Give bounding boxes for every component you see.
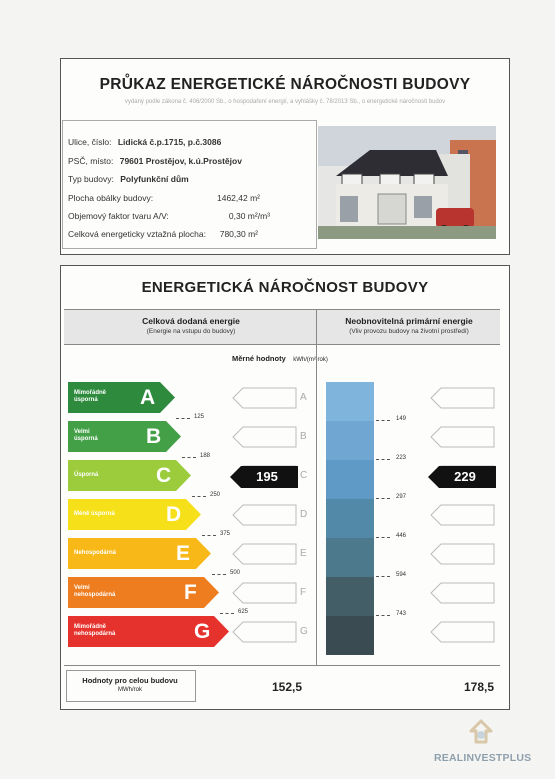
right-tick-label: 223 [396, 455, 407, 461]
footer-right-value: 178,5 [463, 680, 494, 694]
left-tick-label: 250 [210, 492, 221, 498]
left-scale-outline-d [232, 504, 298, 526]
street-label: Ulice, číslo: [68, 137, 112, 147]
left-column-header: Celková dodaná energie [142, 316, 240, 326]
type-value: Polyfunkční dům [120, 174, 189, 184]
brand-logo-icon [466, 718, 496, 748]
units-label: Měrné hodnoty [232, 354, 286, 363]
floor-value: 780,30 m² [219, 229, 258, 239]
left-tick-line [192, 496, 206, 497]
primary-energy-block-b [326, 421, 374, 460]
class-letter-c: C [156, 464, 172, 487]
left-tick-line [176, 418, 190, 419]
left-scale-outline-g [232, 621, 298, 643]
right-column-subheader: (Vliv provozu budovy na životní prostředí) [349, 328, 469, 335]
floor-label: Celková energeticky vztažná plocha: [68, 229, 206, 239]
units-value: kWh/(m² rok) [293, 357, 328, 363]
right-tick-label: 297 [396, 494, 407, 500]
left-tick-label: 125 [194, 414, 205, 420]
left-scale-outline-a [232, 387, 298, 409]
right-tick-label: 149 [396, 416, 407, 422]
left-scale-letter-g: G [300, 626, 308, 637]
class-letter-e: E [176, 542, 191, 565]
primary-energy-block-d [326, 499, 374, 538]
right-value: 229 [454, 469, 476, 484]
area-label: Plocha obálky budovy: [68, 193, 154, 203]
right-tick-label: 594 [396, 572, 407, 578]
factor-value: 0,30 m²/m³ [228, 211, 270, 221]
left-tick-line [220, 613, 234, 614]
left-column-subheader: (Energie na vstupu do budovy) [146, 328, 236, 335]
right-column-header: Neobnovitelná primární energie [345, 316, 473, 326]
street-row [68, 137, 221, 147]
class-label-d: Méně úsporná [74, 511, 115, 517]
footer-label-box [66, 670, 196, 702]
class-label-g: Mimořádně nehospodárná [74, 624, 116, 637]
left-scale-letter-d: D [300, 509, 308, 520]
left-scale-outline-b [232, 426, 298, 448]
psc-label: PSČ, místo: [68, 156, 114, 166]
right-tick-label: 446 [396, 533, 407, 539]
primary-energy-block-e [326, 538, 374, 577]
column-header-box [64, 309, 500, 345]
right-scale-outline-g [430, 621, 496, 643]
class-label-b: Velmi úsporná [74, 429, 98, 442]
right-tick-line [376, 615, 390, 616]
class-letter-g: G [194, 620, 211, 643]
street-value: Lidická č.p.1715, p.č.3086 [117, 137, 222, 147]
type-row [68, 174, 189, 184]
class-label-e: Nehospodárná [74, 550, 117, 556]
left-tick-label: 625 [238, 609, 249, 615]
class-label-a: Mimořádně úsporná [74, 390, 107, 403]
document-title: PRŮKAZ ENERGETICKÉ NÁROČNOSTI BUDOVY [99, 76, 471, 93]
left-tick-label: 500 [230, 570, 241, 576]
left-scale-outline-f [232, 582, 298, 604]
left-tick-line [202, 535, 216, 536]
left-tick-line [212, 574, 226, 575]
left-scale-letter-e: E [300, 548, 307, 559]
right-tick-label: 743 [396, 611, 407, 617]
class-label-f: Velmi nehospodárná [74, 585, 116, 598]
primary-energy-block-c [326, 460, 374, 499]
right-tick-line [376, 576, 390, 577]
area-value: 1462,42 m² [217, 193, 260, 203]
footer-left-value: 152,5 [271, 680, 302, 694]
right-scale-outline-b [430, 426, 496, 448]
right-scale-outline-e [430, 543, 496, 565]
left-scale-letter-f: F [300, 587, 307, 598]
factor-label: Objemový faktor tvaru A/V: [68, 211, 169, 221]
right-tick-line [376, 459, 390, 460]
primary-energy-block-f [326, 577, 374, 616]
left-tick-label: 188 [200, 453, 211, 459]
left-scale-letter-a: A [300, 392, 307, 403]
right-scale-outline-f [430, 582, 496, 604]
class-label-c: Úsporná [74, 472, 99, 478]
psc-row [68, 156, 242, 166]
left-scale-letter-b: B [300, 431, 307, 442]
left-tick-label: 375 [220, 531, 231, 537]
class-letter-f: F [184, 581, 197, 604]
document-subtitle: vydaný podle zákona č. 406/2000 Sb., o hospodaření energií, a vyhlášky č. 78/2013 Sb., o energetické náročnosti budov [124, 99, 446, 105]
units-row [232, 348, 328, 366]
footer-unit: MWh/rok [118, 687, 142, 693]
left-scale-letter-c: C [300, 470, 308, 481]
primary-energy-block-a [326, 382, 374, 421]
right-tick-line [376, 498, 390, 499]
class-letter-a: A [140, 386, 156, 409]
column-divider [316, 309, 317, 665]
type-label: Typ budovy: [68, 174, 114, 184]
right-tick-line [376, 537, 390, 538]
left-scale-outline-e [232, 543, 298, 565]
primary-energy-block-g [326, 616, 374, 655]
right-tick-line [376, 420, 390, 421]
right-scale-outline-d [430, 504, 496, 526]
left-tick-line [182, 457, 196, 458]
brand-name: REALINVESTPLUS [434, 752, 532, 764]
psc-value: 79601 Prostějov, k.ú.Prostějov [119, 156, 242, 166]
class-letter-b: B [146, 425, 162, 448]
class-letter-d: D [166, 503, 182, 526]
footer-label: Hodnoty pro celou budovu [82, 676, 178, 685]
right-scale-outline-a [430, 387, 496, 409]
left-value: 195 [256, 469, 278, 484]
energy-title: ENERGETICKÁ NÁROČNOST BUDOVY [141, 279, 429, 296]
building-photo [318, 126, 496, 239]
